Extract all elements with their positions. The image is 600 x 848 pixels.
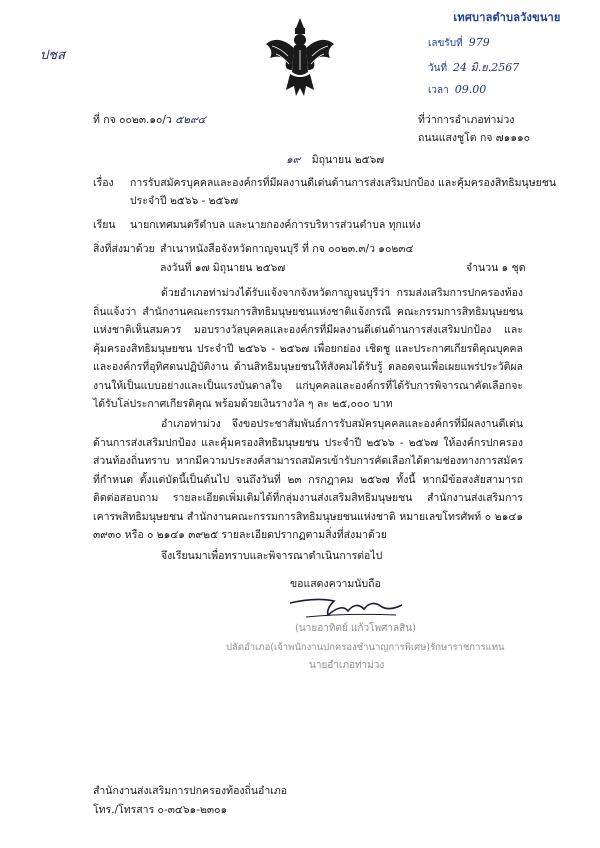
stamp-date: 24 มิ.ย.2567 xyxy=(453,61,520,74)
subject-line1: การรับสมัครบุคคลและองค์กรที่มีผลงานดีเด่นด้านการส่งเสริมปกป้อง และคุ้มครองสิทธิมนุษยชน xyxy=(130,177,557,189)
enclosure-line1: สำเนาหนังสือจังหวัดกาญจนบุรี ที่ กจ ๐๐๒๓.๓/ว ๑๐๒๓๔ xyxy=(160,243,414,255)
to-recipients: นายกเทศมนตรีตำบล และนายกองค์การบริหารส่วนตำบล ทุกแห่ง xyxy=(130,219,421,231)
stamp-receive-no: 979 xyxy=(468,36,490,49)
document-date xyxy=(286,153,384,167)
office-address-line2: ถนนแสงชูโต กจ ๗๑๑๑๐ xyxy=(418,132,531,144)
body-closing-sentence: จึงเรียนมาเพื่อทราบและพิจารณาดำเนินการต่อไป xyxy=(161,550,383,562)
closing-salutation: ขอแสดงความนับถือ xyxy=(290,578,381,590)
handwritten-margin-note: ปชส xyxy=(40,48,66,63)
doc-number-label: ที่ กจ ๐๐๒๓.๑๐/ว xyxy=(93,114,172,126)
office-address-line1: ที่ว่าการอำเภอท่าม่วง xyxy=(418,114,515,126)
subject-label: เรื่อง xyxy=(93,177,114,189)
stamp-org: เทศบาลตำบลวังขนาย xyxy=(453,11,561,24)
subject-line2: ประจำปี ๒๕๖๖ - ๒๕๖๗ xyxy=(130,195,239,207)
signatory-name: (นายอาทิตย์ แก้วโพศาลสิน) xyxy=(295,623,416,634)
to-label: เรียน xyxy=(93,219,116,231)
enclosure-line2: ลงวันที่ ๑๗ มิถุนายน ๒๕๖๗ xyxy=(160,262,286,274)
date-day-handwritten: ๑๙ xyxy=(286,154,301,166)
doc-number xyxy=(93,113,206,127)
body-paragraph-2: อำเภอท่าม่วง จึงขอประชาสัมพันธ์การรับสมัครบุคคลและองค์กรที่มีผลงานดีเด่น ด้านการส่งเสริมปกป้อง และคุ้มครองสิทธิมนุษยชน ประจำปี ๒๕๖๖ - ๒๕๖๗ ให้องค์กรปกครอง ส่วนท้องถิ่นทราบ หากมีความประสงค์สามารถสมัครเข้ารับการคัดเลือกได้ตามช่องทางการสมัครที่กำหนด ตั้งแต่บัดนี้เป็นต้นไป จนถึงวันที่ ๒๓ กรกฎาคม ๒๕๖๗ ทั้งนี้ หากมีข้อสงสัยสามารถติดต่อสอบถาม รายละเอียดเพิ่มเติมได้ที่กลุ่มงานส่งเสริมสิทธิมนุษยชน สำนักงานส่งเสริมการเคารพสิทธิมนุษยชน สำนักงานคณะกรรมการสิทธิมนุษยชนแห่งชาติ หมายเลขโทรศัพท์ ๐ ๒๑๔๑ ๓๙๓๐ หรือ ๐ ๒๑๔๑ ๓๙๒๕ รายละเอียดปรากฏตามสิ่งที่ส่งมาด้วย xyxy=(93,418,523,541)
body-paragraph-1: ด้วยอำเภอท่าม่วงได้รับแจ้งจากจังหวัดกาญจนบุรีว่า กรมส่งเสริมการปกครองท้องถิ่นแจ้งว่า สำนักงานคณะกรรมการสิทธิมนุษยชนแห่งชาติแจ้งกรณี คณะกรรมการสิทธิมนุษยชนแห่งชาติเห็นสมควร มอบรางวัลบุคคลและองค์กรที่มีผลงานดีเด่นด้านการส่งเสริมปกป้อง และคุ้มครองสิทธิมนุษยชน ประจำปี ๒๕๖๖ - ๒๕๖๗ เพื่อยกย่อง เชิดชู และประกาศเกียรติคุณบุคคลและองค์กรที่อุทิศตนปฏิบัติงาน ด้านสิทธิมนุษยชนให้สังคมได้รับรู้ ตลอดจนเพื่อเผยแพร่ประวัติผลงานให้เป็นแบบอย่างและเป็นแรงบันดาลใจ แก่บุคคลและองค์กรที่ได้รับการพิจารณาคัดเลือกจะได้รับโล่ประกาศเกียรติคุณ พร้อมด้วยเงินรางวัล ๆ ละ ๒๕,๐๐๐ บาท xyxy=(93,287,523,410)
enclosure-quantity: จำนวน ๑ ชุด xyxy=(466,262,526,274)
stamp-time: 09.00 xyxy=(454,83,487,96)
doc-number-handwritten: ๕๒๙๔ xyxy=(175,114,206,126)
stamp-time-label: เวลา xyxy=(428,85,449,96)
signatory-position-1: ปลัดอำเภอ(เจ้าพนักงานปกครองชำนาญการพิเศษ)รักษาราชการแทน xyxy=(226,642,505,653)
receive-stamp xyxy=(426,6,588,106)
stamp-date-label: วันที่ xyxy=(428,63,448,74)
handwritten-signature xyxy=(286,593,406,625)
stamp-receive-no-label: เลขรับที่ xyxy=(428,38,463,49)
signatory-position-2: นายอำเภอท่าม่วง xyxy=(309,660,385,671)
date-month-year: มิถุนายน ๒๕๖๗ xyxy=(311,154,385,166)
garuda-emblem xyxy=(264,16,336,102)
enclosure-label: สิ่งที่ส่งมาด้วย xyxy=(93,243,155,255)
footer-department: สำนักงานส่งเสริมการปกครองท้องถิ่นอำเภอ xyxy=(93,785,288,797)
footer-phone: โทร./โทรสาร ๐-๓๔๖๑-๒๓๐๑ xyxy=(93,804,228,816)
